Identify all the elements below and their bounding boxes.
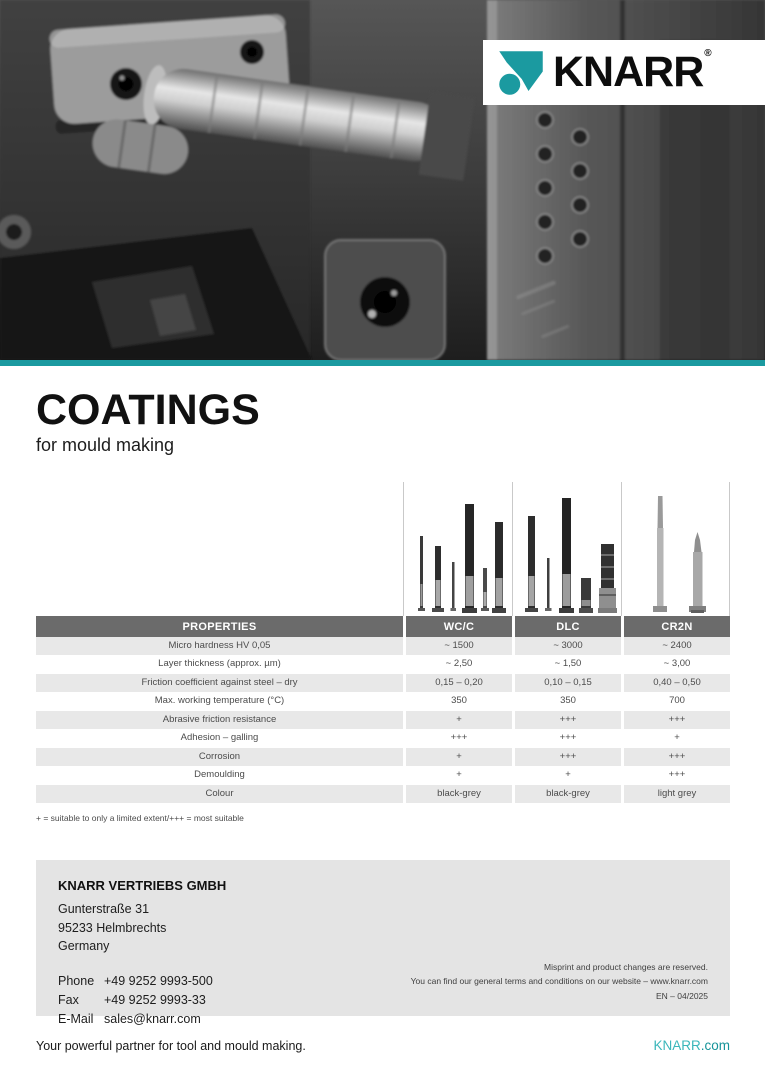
- property-value-cell: +: [624, 729, 730, 747]
- property-value-cell: +++: [624, 766, 730, 784]
- property-value-cell: ~ 1,50: [515, 655, 621, 673]
- table-row: [36, 766, 730, 784]
- teal-accent-stripe: [0, 360, 765, 366]
- dlc-ejector-pins-icon: [514, 488, 621, 616]
- property-value-cell: +++: [624, 748, 730, 766]
- property-value-cell: +++: [624, 711, 730, 729]
- address-city: 95233 Helmbrechts: [58, 920, 167, 935]
- property-name-cell: Abrasive friction resistance: [36, 711, 403, 729]
- dlc-pins-image: [512, 482, 621, 616]
- cr2n-pins-image: [621, 482, 730, 616]
- phone-value: +49 9252 9993-500: [104, 974, 213, 989]
- property-name-cell: Adhesion – galling: [36, 729, 403, 747]
- table-row: [36, 785, 730, 803]
- property-value-cell: +++: [515, 711, 621, 729]
- col-header-wcc: WC/C: [406, 616, 512, 637]
- property-name-cell: Corrosion: [36, 748, 403, 766]
- address-country: Germany: [58, 939, 110, 954]
- coatings-table: [36, 616, 730, 803]
- bottom-bar: [36, 1038, 730, 1053]
- property-value-cell: 0,10 – 0,15: [515, 674, 621, 692]
- legal-line-misprint: Misprint and product changes are reserved.: [544, 961, 708, 972]
- knarr-logo-text: KNARR®: [553, 48, 711, 96]
- property-value-cell: ~ 1500: [406, 637, 512, 655]
- page-content: [0, 386, 765, 1053]
- fax-label: Fax: [58, 992, 79, 1007]
- table-row: [36, 655, 730, 673]
- col-header-properties: PROPERTIES: [36, 616, 403, 637]
- property-name-cell: Friction coefficient against steel – dry: [36, 674, 403, 692]
- company-name: KNARR VERTRIEBS GMBH: [58, 877, 227, 893]
- property-name-cell: Max. working temperature (°C): [36, 692, 403, 710]
- fax-value: +49 9252 9993-33: [104, 992, 206, 1007]
- wcc-ejector-pins-icon: [405, 488, 512, 616]
- page-title: COATINGS: [36, 386, 260, 434]
- empty-cell: [36, 482, 403, 616]
- property-name-cell: Demoulding: [36, 766, 403, 784]
- address-street: Gunterstraße 31: [58, 901, 150, 916]
- col-header-dlc: DLC: [515, 616, 621, 637]
- page-subtitle: for mould making: [36, 435, 175, 455]
- table-row: [36, 711, 730, 729]
- phone-label: Phone: [58, 974, 95, 989]
- property-value-cell: 0,40 – 0,50: [624, 674, 730, 692]
- knarr-logo-icon: [497, 49, 545, 97]
- table-footnote: + = suitable to only a limited extent/+++ = most suitable: [36, 812, 244, 823]
- property-value-cell: black-grey: [406, 785, 512, 803]
- table-header-row: [36, 616, 730, 637]
- property-value-cell: +: [406, 748, 512, 766]
- property-value-cell: ~ 2400: [624, 637, 730, 655]
- property-value-cell: black-grey: [515, 785, 621, 803]
- property-value-cell: +++: [406, 729, 512, 747]
- property-value-cell: 350: [406, 692, 512, 710]
- property-value-cell: +++: [515, 748, 621, 766]
- wcc-pins-image: [403, 482, 512, 616]
- table-row: [36, 674, 730, 692]
- property-value-cell: 0,15 – 0,20: [406, 674, 512, 692]
- property-value-cell: +: [406, 766, 512, 784]
- property-value-cell: +: [406, 711, 512, 729]
- property-value-cell: 700: [624, 692, 730, 710]
- product-images-row: [36, 482, 730, 616]
- property-value-cell: 350: [515, 692, 621, 710]
- table-row: [36, 729, 730, 747]
- email-label: E-Mail: [58, 1011, 94, 1026]
- knarr-logo: [483, 40, 765, 105]
- property-value-cell: +: [515, 766, 621, 784]
- legal-note: [411, 960, 708, 1003]
- coatings-table-body: [36, 637, 730, 803]
- col-header-cr2n: CR2N: [624, 616, 730, 637]
- hero-photo: [0, 0, 765, 360]
- knarr-com-link[interactable]: [653, 1038, 730, 1053]
- contact-row-email: [58, 1010, 708, 1029]
- property-value-cell: light grey: [624, 785, 730, 803]
- site-brand: KNARR: [653, 1037, 701, 1053]
- property-name-cell: Micro hardness HV 0,05: [36, 637, 403, 655]
- property-value-cell: ~ 3000: [515, 637, 621, 655]
- property-name-cell: Colour: [36, 785, 403, 803]
- legal-line-terms: You can find our general terms and conditions on our website – www.knarr.com: [410, 976, 708, 987]
- table-row: [36, 692, 730, 710]
- email-value[interactable]: sales@knarr.com: [104, 1011, 201, 1026]
- property-value-cell: ~ 3,00: [624, 655, 730, 673]
- table-row: [36, 637, 730, 655]
- property-name-cell: Layer thickness (approx. µm): [36, 655, 403, 673]
- registered-mark: ®: [704, 48, 711, 59]
- property-value-cell: ~ 2,50: [406, 655, 512, 673]
- legal-line-version: EN – 04/2025: [656, 990, 708, 1001]
- property-value-cell: +++: [515, 729, 621, 747]
- cr2n-ejector-pins-icon: [622, 488, 729, 616]
- table-row: [36, 748, 730, 766]
- site-tld: .com: [700, 1037, 730, 1053]
- tagline: Your powerful partner for tool and mould making.: [36, 1038, 306, 1053]
- contact-footer-box: [36, 860, 730, 1026]
